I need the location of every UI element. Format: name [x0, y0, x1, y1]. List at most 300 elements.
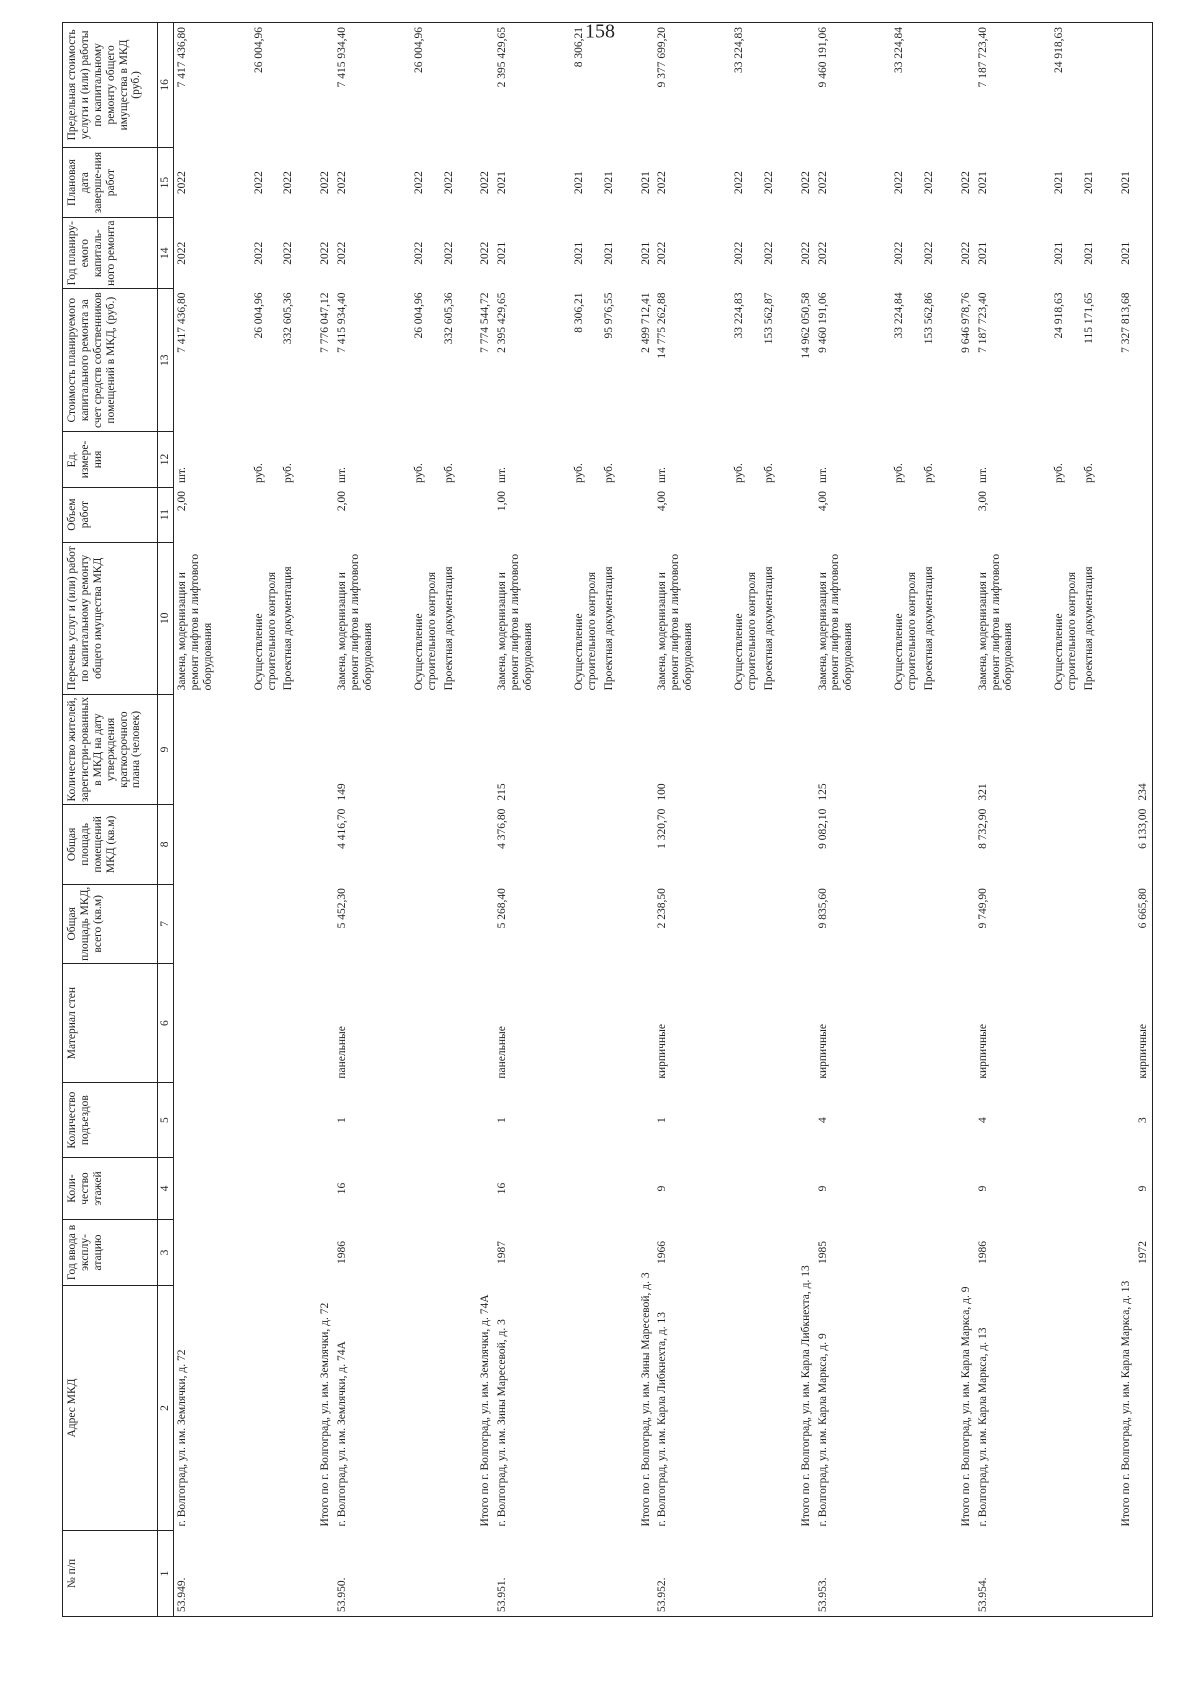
column-number-7: 7: [158, 884, 174, 963]
cell-col-13: 14 962 050,58: [799, 292, 812, 359]
cell-col-12: руб.: [1083, 463, 1095, 484]
spacer-cell: [1098, 964, 1118, 1083]
cell-col-9: [317, 694, 334, 804]
cell-col-9: [601, 694, 618, 804]
cell-col-8: [798, 805, 815, 884]
cell-col-7: [280, 884, 297, 963]
spacer-cell: [857, 1083, 891, 1158]
cell-col-14: 2021: [602, 241, 615, 265]
cell-col-5: [958, 1083, 975, 1158]
cell-col-7: [251, 884, 281, 963]
spacer-cell: [938, 1219, 958, 1285]
spacer-cell: [697, 1158, 731, 1220]
cell-col-9: 149: [336, 783, 349, 801]
spacer-cell: [857, 1286, 891, 1531]
spacer-cell: [457, 1083, 477, 1158]
cell-col-14: 2022: [959, 241, 972, 265]
cell-col-3: [280, 1219, 297, 1285]
cell-col-11: [1051, 487, 1081, 542]
cell-col-14: 2021: [1119, 241, 1132, 265]
spacer-cell: [377, 694, 411, 804]
cell-col-14: 2022: [479, 241, 492, 265]
cell-col-4: [891, 1158, 921, 1220]
column-number-5: 5: [158, 1083, 174, 1158]
cell-col-15: 2022: [412, 171, 425, 195]
spacer-cell: [778, 23, 798, 148]
cell-col-15: 2021: [602, 171, 615, 195]
spacer-cell: [618, 542, 638, 694]
cell-col-8: 1 320,70: [656, 808, 669, 849]
spacer-cell: [857, 964, 891, 1083]
spacer-cell: [377, 23, 411, 148]
cell-col-11: 2,00: [336, 491, 349, 512]
cell-col-12: руб.: [922, 463, 935, 484]
cell-col-8: [731, 805, 761, 884]
cell-col-6: [280, 964, 297, 1083]
cell-col-13: 153 562,86: [922, 292, 935, 345]
cell-col-14: 2021: [496, 241, 509, 265]
spacer-cell: [377, 1219, 411, 1285]
cell-col-10: Осуществление строительного контроля: [252, 571, 278, 691]
cell-col-15: 2022: [733, 171, 745, 195]
spacer-cell: [377, 1083, 411, 1158]
spacer-row: [1017, 23, 1051, 1617]
cell-col-13: 24 918,63: [1053, 292, 1066, 339]
cell-col-9: 321: [976, 783, 989, 801]
cell-col-11: [921, 487, 938, 542]
cell-col-15: 2021: [1053, 171, 1066, 195]
cell-col-6: [921, 964, 938, 1083]
spacer-cell: [857, 1530, 891, 1616]
design-work-row: [1081, 23, 1098, 1617]
cell-col-11: 4,00: [816, 491, 829, 512]
cell-col-3: [251, 1219, 281, 1285]
cell-col-15: 2022: [922, 171, 935, 195]
header-row: [63, 23, 158, 1617]
cell-col-8: 8 732,90: [976, 808, 989, 849]
cell-col-2: [921, 1286, 938, 1531]
cell-col-3: 1986: [976, 1241, 989, 1264]
cell-col-16: 33 224,84: [891, 23, 921, 148]
cell-col-5: [441, 1083, 458, 1158]
spacer-cell: [697, 1219, 731, 1285]
spacer-cell: [938, 884, 958, 963]
total-row: [1118, 23, 1135, 1617]
cell-col-4: 9: [656, 1185, 669, 1192]
cell-col-12: [317, 432, 334, 487]
cell-col-1: [441, 1530, 458, 1616]
spacer-cell: [457, 147, 477, 218]
cell-col-3: 1985: [816, 1241, 829, 1264]
cell-col-15: 2022: [336, 171, 349, 195]
lift-work-row: [975, 23, 1018, 1617]
spacer-cell: [697, 288, 731, 431]
cell-col-11: [411, 487, 441, 542]
control-work-row: [1051, 23, 1081, 1617]
spacer-cell: [778, 694, 798, 804]
cell-col-8: [571, 805, 601, 884]
spacer-cell: [778, 964, 798, 1083]
cell-col-2: г. Волгоград, ул. им. Карла Либкнехта, д. 13: [656, 1312, 669, 1527]
spacer-cell: [857, 694, 891, 804]
cell-col-15: 2021: [1119, 171, 1132, 195]
table-body: [174, 20, 1153, 1617]
cell-col-14: 2022: [733, 241, 745, 265]
cell-col-7: [601, 884, 618, 963]
spacer-cell: [1017, 487, 1051, 542]
cell-col-8: 9 082,10: [816, 808, 829, 849]
cell-col-3: 1966: [656, 1241, 669, 1264]
spacer-row: [297, 23, 317, 1617]
spacer-cell: [1098, 694, 1118, 804]
cell-col-7: [798, 884, 815, 963]
spacer-cell: [217, 694, 251, 804]
cell-col-16: 33 224,83: [731, 23, 761, 148]
column-header-10: Перечень услуг и (или) работ по капитальному ремонту общего имущества МКД: [63, 542, 158, 694]
cell-col-13: 7 327 813,68: [1119, 292, 1132, 353]
spacer-cell: [537, 805, 571, 884]
spacer-cell: [938, 218, 958, 289]
spacer-cell: [217, 1286, 251, 1531]
cell-col-3: 1987: [496, 1241, 509, 1264]
spacer-cell: [1098, 884, 1118, 963]
cell-col-10: Осуществление строительного контроля: [572, 571, 598, 691]
column-header-6: Материал стен: [63, 964, 158, 1083]
cell-col-15: 2022: [762, 171, 775, 195]
cell-col-14: 2022: [282, 241, 295, 265]
cell-col-10: Замена, модернизация и ремонт лифтов и лифтового оборудования: [496, 553, 534, 691]
spacer-cell: [297, 694, 317, 804]
cell-col-10: Замена, модернизация и ремонт лифтов и лифтового оборудования: [336, 553, 374, 691]
total-row: [958, 23, 975, 1617]
column-header-12: Ед. измере-ния: [63, 432, 158, 487]
cell-col-9: [891, 694, 921, 804]
cell-col-1: [1118, 1530, 1135, 1616]
spacer-cell: [1017, 884, 1051, 963]
cell-col-13: 332 605,36: [282, 292, 295, 345]
cell-col-4: [601, 1158, 618, 1220]
cell-col-9: 100: [656, 783, 669, 801]
cell-col-15: 2021: [976, 171, 989, 195]
cell-col-3: [477, 1219, 494, 1285]
cell-col-1: [251, 1530, 281, 1616]
cell-col-12: шт.: [176, 467, 188, 484]
spacer-cell: [618, 1530, 638, 1616]
spacer-cell: [938, 694, 958, 804]
cell-col-9: [280, 694, 297, 804]
cell-col-16: [798, 23, 815, 148]
spacer-cell: [537, 1286, 571, 1531]
cell-col-12: [1118, 432, 1135, 487]
cell-col-13: 33 224,84: [893, 292, 906, 339]
cell-col-16: [638, 23, 655, 148]
cell-col-6: [891, 964, 921, 1083]
spacer-cell: [618, 23, 638, 148]
cell-col-5: [601, 1083, 618, 1158]
cell-col-14: 2022: [252, 241, 265, 265]
cell-col-6: кирпичные: [816, 1024, 829, 1079]
spacer-cell: [217, 805, 251, 884]
spacer-row: [857, 23, 891, 1617]
cell-col-11: [477, 487, 494, 542]
spacer-cell: [377, 1158, 411, 1220]
spacer-cell: [297, 23, 317, 148]
cell-col-15: 2022: [893, 171, 906, 195]
design-work-row: [441, 23, 458, 1617]
cell-col-13: 33 224,83: [733, 292, 745, 339]
cell-col-13: 95 976,55: [602, 292, 615, 339]
cell-col-10: Проектная документация: [442, 566, 455, 691]
cell-col-2: Итого по г. Волгоград, ул. им. Землячки, д. 74А: [479, 1294, 492, 1527]
cell-col-8: [477, 805, 494, 884]
cell-col-16: [761, 23, 778, 148]
spacer-cell: [1017, 542, 1051, 694]
cell-col-14: 2021: [976, 241, 989, 265]
cell-col-3: 1972: [1135, 1219, 1152, 1285]
spacer-cell: [1098, 1219, 1118, 1285]
spacer-cell: [938, 1158, 958, 1220]
cell-col-2: Итого по г. Волгоград, ул. им. Карла Либкнехта, д. 13: [799, 1265, 812, 1527]
cell-col-16: 8 306,21: [571, 23, 601, 148]
cell-col-13: 8 306,21: [572, 292, 585, 333]
column-number-16: 16: [158, 23, 174, 148]
cell-col-15: 2021: [572, 171, 585, 195]
spacer-cell: [1098, 288, 1118, 431]
cell-col-13: 7 774 544,72: [479, 292, 492, 353]
cell-col-12: [477, 432, 494, 487]
cell-col-12: [798, 432, 815, 487]
cell-col-2: г. Волгоград, ул. им. Землячки, д. 74А: [336, 1341, 349, 1527]
spacer-cell: [857, 288, 891, 431]
spacer-cell: [778, 288, 798, 431]
spacer-cell: [1017, 805, 1051, 884]
spacer-cell: [297, 964, 317, 1083]
cell-col-3: [921, 1219, 938, 1285]
spacer-cell: [778, 432, 798, 487]
cell-col-2: [1081, 1286, 1098, 1531]
cell-col-12: шт.: [816, 467, 829, 484]
spacer-cell: [297, 487, 317, 542]
cell-col-11: [1135, 487, 1152, 542]
spacer-cell: [1098, 805, 1118, 884]
cell-col-5: [251, 1083, 281, 1158]
spacer-cell: [778, 218, 798, 289]
cell-col-6: кирпичные: [656, 1024, 669, 1079]
cell-col-5: [411, 1083, 441, 1158]
spacer-cell: [618, 432, 638, 487]
cell-col-10: Осуществление строительного контроля: [1053, 571, 1079, 691]
cell-col-2: [601, 1286, 618, 1531]
cell-col-1: [638, 1530, 655, 1616]
cell-col-12: шт.: [496, 467, 509, 484]
spacer-cell: [618, 1083, 638, 1158]
cell-col-10: [477, 542, 494, 694]
cell-col-2: [1051, 1286, 1081, 1531]
cell-col-16: [1081, 23, 1098, 148]
spacer-cell: [938, 288, 958, 431]
spacer-cell: [1098, 147, 1118, 218]
cell-col-2: Итого по г. Волгоград, ул. им. Карла Маркса, д. 13: [1119, 1280, 1132, 1527]
cell-col-10: Осуществление строительного контроля: [412, 571, 438, 691]
spacer-cell: [618, 147, 638, 218]
cell-col-15: 2022: [176, 171, 188, 195]
cell-col-1: 53.950.: [334, 1530, 377, 1616]
cell-col-12: руб.: [572, 463, 585, 484]
cell-col-4: 9: [1135, 1158, 1152, 1220]
cell-col-7: [1051, 884, 1081, 963]
cell-col-13: [1135, 288, 1152, 431]
cell-col-7: [891, 884, 921, 963]
spacer-cell: [938, 964, 958, 1083]
spacer-row: [377, 23, 411, 1617]
cell-col-13: 26 004,96: [412, 292, 425, 339]
spacer-cell: [297, 147, 317, 218]
cell-col-9: [798, 694, 815, 804]
cell-col-1: 53.949.: [174, 1530, 217, 1616]
cell-col-6: [761, 964, 778, 1083]
cell-col-1: [411, 1530, 441, 1616]
cell-col-2: [280, 1286, 297, 1531]
cell-col-2: [441, 1286, 458, 1531]
cell-col-10: Проектная документация: [922, 566, 935, 691]
cell-col-1: [571, 1530, 601, 1616]
spacer-cell: [217, 884, 251, 963]
spacer-cell: [297, 1158, 317, 1220]
spacer-cell: [857, 1219, 891, 1285]
cell-col-13: 2 499 712,41: [639, 292, 652, 353]
cell-col-2: г. Волгоград, ул. им. Карла Маркса, д. 13: [976, 1327, 989, 1527]
cell-col-14: 2021: [639, 241, 652, 265]
spacer-cell: [697, 487, 731, 542]
cell-col-14: 2022: [336, 241, 349, 265]
cell-col-2: г. Волгоград, ул. им. Зины Маресевой, д. 3: [496, 1319, 509, 1527]
column-header-16: Предельная стоимость услуги и (или) работы по капитальному ремонту общего имущества в МКД (руб.): [63, 23, 158, 148]
column-number-15: 15: [158, 147, 174, 218]
cell-col-16: 9 377 699,20: [654, 23, 697, 148]
cell-col-12: руб.: [252, 463, 265, 484]
spacer-cell: [537, 23, 571, 148]
spacer-cell: [377, 218, 411, 289]
cell-col-16: [601, 23, 618, 148]
spacer-cell: [457, 1158, 477, 1220]
cell-col-12: руб.: [412, 463, 425, 484]
cell-col-9: [477, 694, 494, 804]
spacer-row: [778, 23, 798, 1617]
column-number-2: 2: [158, 1286, 174, 1531]
cell-col-15: 2022: [479, 171, 492, 195]
cell-col-5: [761, 1083, 778, 1158]
spacer-row: [457, 23, 477, 1617]
cell-col-6: [1081, 964, 1098, 1083]
spacer-cell: [938, 542, 958, 694]
cell-col-6: [174, 964, 217, 1083]
spacer-cell: [697, 218, 731, 289]
spacer-cell: [938, 147, 958, 218]
cell-col-12: шт.: [336, 467, 349, 484]
spacer-cell: [778, 1286, 798, 1531]
spacer-row: [1098, 23, 1118, 1617]
cell-col-12: [638, 432, 655, 487]
cell-col-8: [317, 805, 334, 884]
cell-col-5: [477, 1083, 494, 1158]
cell-col-11: [571, 487, 601, 542]
spacer-cell: [778, 147, 798, 218]
column-header-4: Коли-чество этажей: [63, 1158, 158, 1220]
spacer-cell: [377, 964, 411, 1083]
cell-col-14: 2022: [319, 241, 332, 265]
cell-col-10: Замена, модернизация и ремонт лифтов и лифтового оборудования: [176, 553, 214, 691]
cell-col-13: 2 395 429,65: [496, 292, 509, 353]
cell-col-1: [601, 1530, 618, 1616]
spacer-cell: [457, 542, 477, 694]
column-number-14: 14: [158, 218, 174, 289]
spacer-cell: [457, 487, 477, 542]
cell-col-6: [441, 964, 458, 1083]
cell-col-7: [638, 884, 655, 963]
spacer-cell: [778, 884, 798, 963]
cell-col-12: руб.: [893, 463, 906, 484]
spacer-cell: [297, 432, 317, 487]
spacer-cell: [1017, 1219, 1051, 1285]
spacer-cell: [1098, 1530, 1118, 1616]
spacer-cell: [537, 884, 571, 963]
spacer-cell: [778, 1530, 798, 1616]
cell-col-7: 9 749,90: [976, 888, 989, 929]
spacer-cell: [1098, 487, 1118, 542]
control-work-row: [411, 23, 441, 1617]
spacer-cell: [217, 1083, 251, 1158]
cell-col-16: [921, 23, 938, 148]
spacer-cell: [697, 964, 731, 1083]
cell-col-8: [921, 805, 938, 884]
cell-col-10: Замена, модернизация и ремонт лифтов и лифтового оборудования: [656, 553, 695, 691]
cell-col-4: [411, 1158, 441, 1220]
cell-col-15: 2022: [799, 171, 812, 195]
spacer-cell: [697, 23, 731, 148]
spacer-cell: [618, 694, 638, 804]
spacer-cell: [457, 805, 477, 884]
spacer-cell: [217, 147, 251, 218]
design-work-row: [921, 23, 938, 1617]
cell-col-4: [731, 1158, 761, 1220]
cell-col-5: [1118, 1083, 1135, 1158]
design-work-row: [761, 23, 778, 1617]
cell-col-8: [1118, 805, 1135, 884]
cell-col-13: 26 004,96: [252, 292, 265, 339]
cell-col-10: [1118, 542, 1135, 694]
cell-col-1: 53.954.: [975, 1530, 1018, 1616]
cell-col-2: Итого по г. Волгоград, ул. им. Землячки, д. 72: [319, 1302, 332, 1527]
cell-col-11: 4,00: [656, 491, 669, 512]
cell-col-3: [891, 1219, 921, 1285]
spacer-cell: [217, 1219, 251, 1285]
spacer-cell: [938, 1530, 958, 1616]
cell-col-15: 2022: [442, 171, 455, 195]
cell-col-9: 215: [496, 783, 509, 801]
spacer-cell: [537, 1219, 571, 1285]
spacer-cell: [1098, 1286, 1118, 1531]
control-work-row: [891, 23, 921, 1617]
spacer-cell: [537, 1083, 571, 1158]
spacer-cell: [377, 487, 411, 542]
spacer-row: [618, 23, 638, 1617]
spacer-cell: [1017, 288, 1051, 431]
cell-col-16: [1118, 23, 1135, 148]
spacer-cell: [217, 218, 251, 289]
lift-work-row: [654, 23, 697, 1617]
cell-col-9: [411, 694, 441, 804]
total-row: [638, 23, 655, 1617]
